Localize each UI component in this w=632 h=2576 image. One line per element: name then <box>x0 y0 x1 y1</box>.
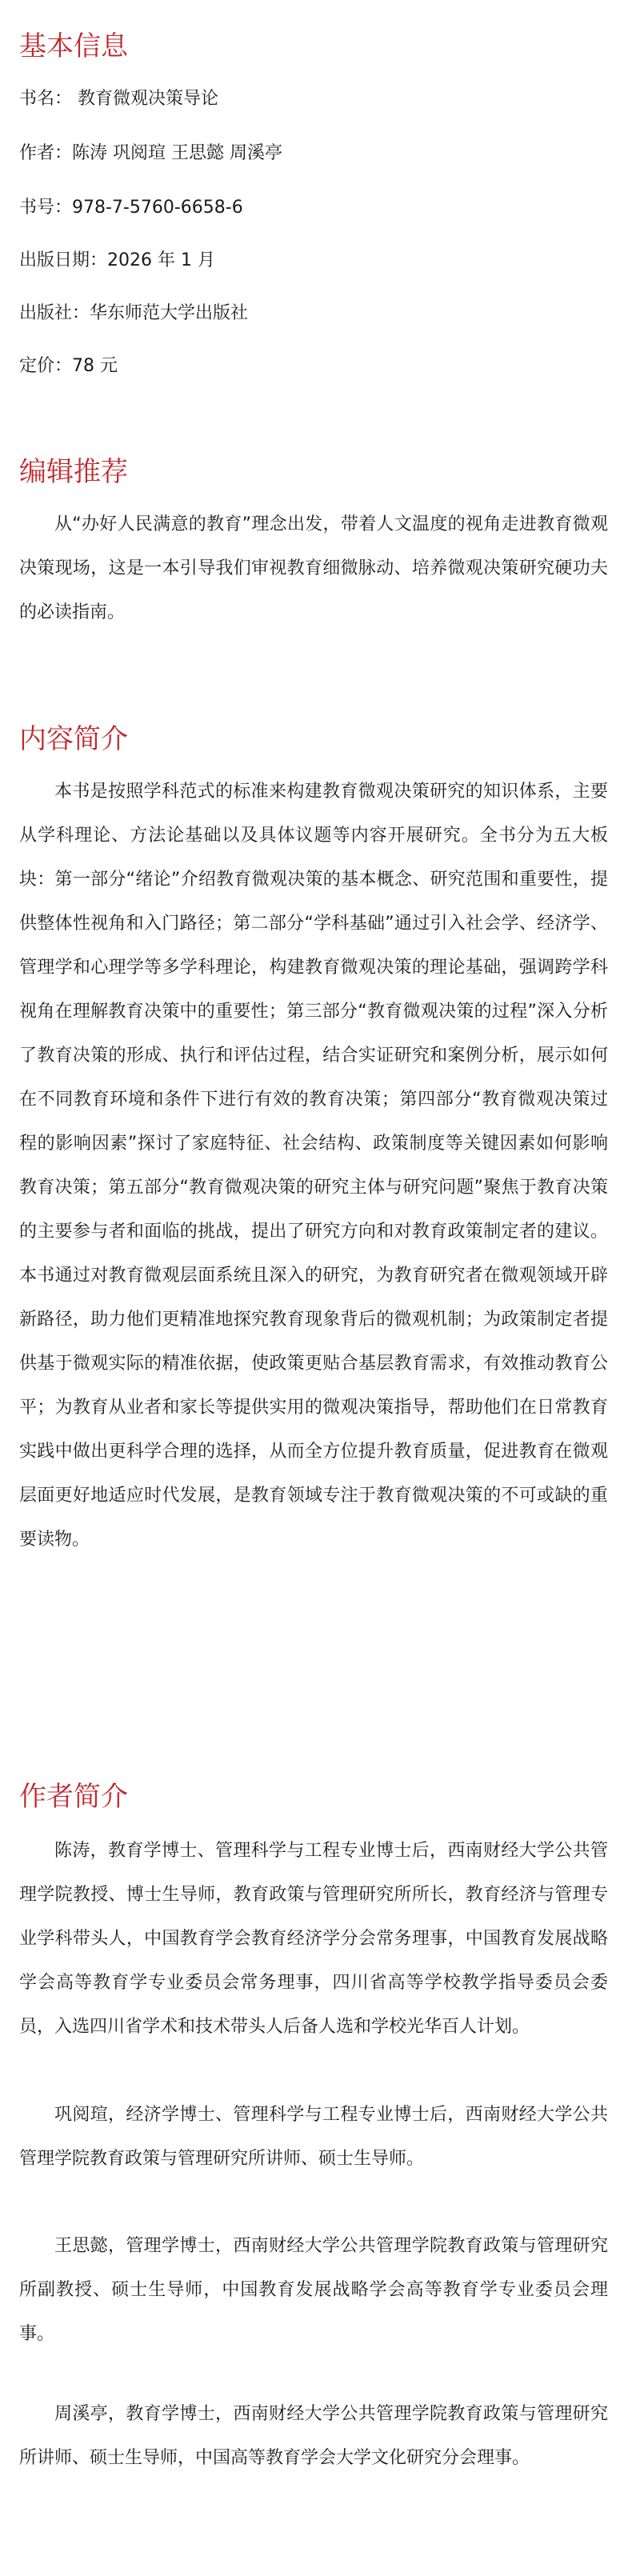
book-title-line: 书名： 教育微观决策导论 <box>19 89 218 109</box>
author-bio-zhou-xiting: 周溪亭，教育学博士，西南财经大学公共管理学院教育政策与管理研究所讲师、硕士生导师，中国高等教育学会大学文化研究分会理事。 <box>19 2404 608 2468</box>
content-summary-heading: 内容简介 <box>19 723 128 755</box>
price-line: 定价：78 元 <box>19 356 118 376</box>
author-bio-chen-tao: 陈涛，教育学博士、管理科学与工程专业博士后，西南财经大学公共管理学院教授、博士生导师，教育政策与管理研究所所长，教育经济与管理专业学科带头人，中国教育学会教育经济学分会常务理事，中国教育发展战略学会高等教育学专业委员会常务理事，四川省高等学校教学指导委员会委员，入选四川省学术和技术带头人后备人选和学校光华百人计划。 <box>19 1841 608 2037</box>
content-summary-text: 本书是按照学科范式的标准来构建教育微观决策研究的知识体系，主要从学科理论、方法论基础以及具体议题等内容开展研究。全书分为五大板块：第一部分“绪论”介绍教育微观决策的基本概念、研究范围和重要性，提供整体性视角和入门路径；第二部分“学科基础”通过引入社会学、经济学、管理学和心理学等多学科理论，构建教育微观决策的理论基础，强调跨学科视角在理解教育决策中的重要性；第三部分“教育微观决策的过程”深入分析了教育决策的形成、执行和评估过程，结合实证研究和案例分析，展示如何在不同教育环境和条件下进行有效的教育决策；第四部分“教育微观决策过程的影响因素”探讨了家庭特征、社会结构、政策制度等关键因素如何影响教育决策；第五部分“教育微观决策的研究主体与研究问题”聚焦于教育决策的主要参与者和面临的挑战，提出了研究方向和对教育政策制定者的建议。本书通过对教育微观层面系统且深入的研究，为教育研究者在微观领域开辟新路径，助力他们更精准地探究教育现象背后的微观机制；为政策制定者提供基于微观实际的精准依据，使政策更贴合基层教育需求，有效推动教育公平；为教育从业者和家长等提供实用的微观决策指导，帮助他们在日常教育实践中做出更科学合理的选择，从而全方位提升教育质量，促进教育在微观层面更好地适应时代发展，是教育领域专注于教育微观决策的不可或缺的重要读物。 <box>19 782 608 1550</box>
author-bio-gong-yuexuan: 巩阅瑄，经济学博士、管理科学与工程专业博士后，西南财经大学公共管理学院教育政策与管理研究所讲师、硕士生导师。 <box>19 2105 608 2169</box>
editor-recommendation-heading: 编辑推荐 <box>19 456 128 488</box>
isbn-line: 书号：978-7-5760-6658-6 <box>19 198 243 218</box>
pub-date-line: 出版日期：2026 年 1 月 <box>19 250 215 270</box>
publisher-line: 出版社：华东师范大学出版社 <box>19 303 249 323</box>
author-bio-wang-siyi: 王思懿，管理学博士，西南财经大学公共管理学院教育政策与管理研究所副教授、硕士生导师，中国教育发展战略学会高等教育学专业委员会理事。 <box>19 2236 608 2344</box>
author-intro-heading: 作者简介 <box>19 1781 128 1813</box>
editor-recommendation-text: 从“办好人民满意的教育”理念出发，带着人文温度的视角走进教育微观决策现场，这是一本引导我们审视教育细微脉动、培养微观决策研究硬功夫的必读指南。 <box>19 514 608 622</box>
basic-info-heading: 基本信息 <box>19 30 128 62</box>
authors-line: 作者：陈涛 巩阅瑄 王思懿 周溪亭 <box>19 143 282 163</box>
